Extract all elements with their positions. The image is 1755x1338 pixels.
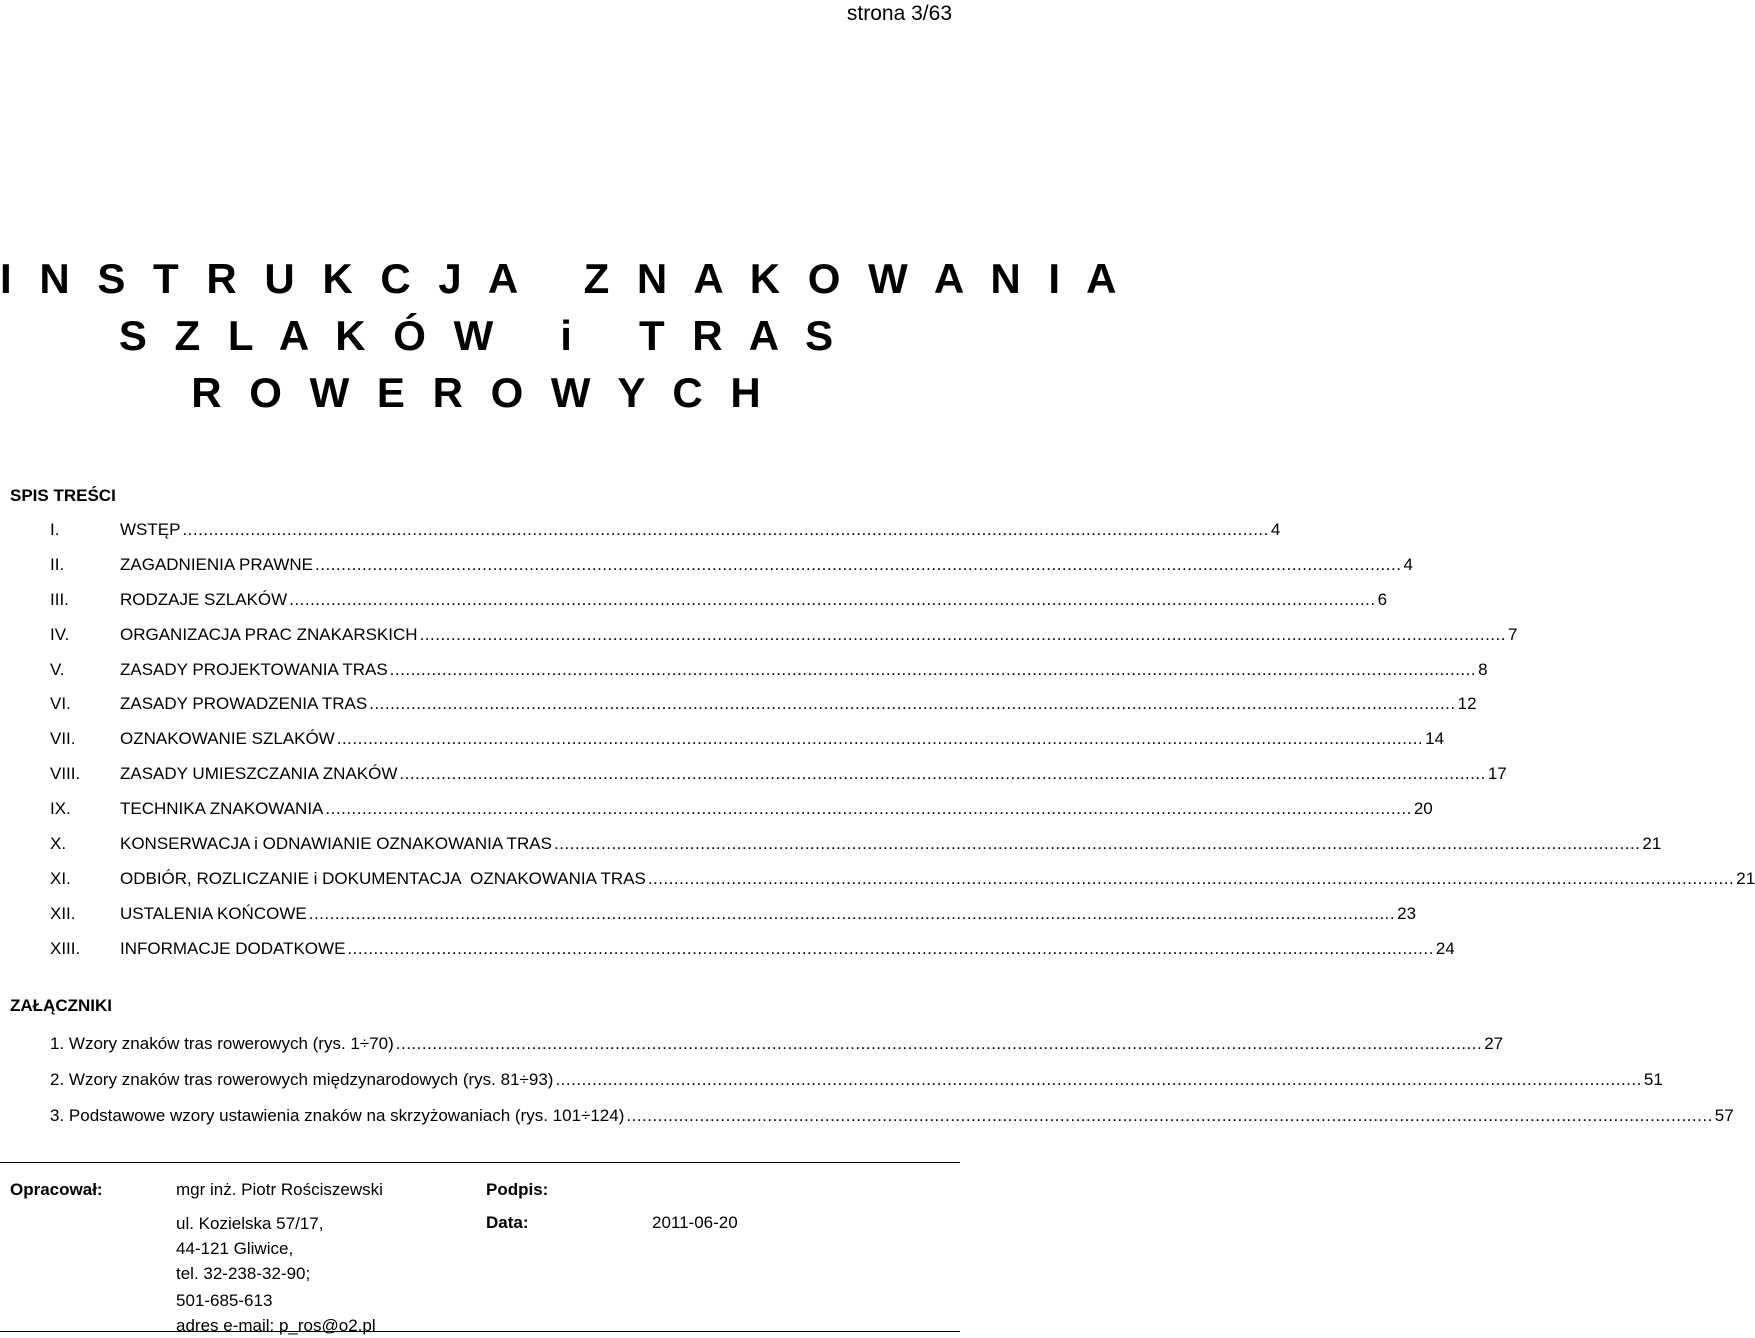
- toc-entry-number: XIII.: [50, 938, 81, 958]
- phone-number: tel. 32-238-32-90;: [176, 1264, 311, 1283]
- title-line-2: S Z L A K Ó W i T R A S: [118, 312, 842, 359]
- toc-entry[interactable]: [50, 520, 1281, 555]
- toc-entry-number: VI.: [50, 694, 71, 714]
- toc-entry-label: KONSERWACJA i ODNAWIANIE OZNAKOWANIA TRAS: [120, 834, 552, 854]
- signature-label: Podpis:: [486, 1180, 549, 1199]
- mobile-number: 501-685-613: [176, 1291, 273, 1310]
- toc-entry-page: 23: [1397, 903, 1417, 923]
- toc-entry-page: 8: [1478, 659, 1488, 679]
- toc-entry-page: 4: [1403, 554, 1413, 574]
- author-contact: [176, 1211, 376, 1338]
- toc-entry-label: OZNAKOWANIE SZLAKÓW: [120, 729, 335, 749]
- attachment-leader-dots: [555, 1070, 1641, 1090]
- author-name: mgr inż. Piotr Rościszewski: [176, 1180, 383, 1199]
- toc-entry[interactable]: [50, 868, 1755, 904]
- toc-entry-page: 21: [1736, 868, 1755, 888]
- toc-entry-label: ODBIÓR, ROZLICZANIE i DOKUMENTACJA OZNAKOWANIA TRAS: [120, 868, 646, 888]
- toc-leader-dots: [309, 904, 1395, 924]
- toc-entry-number: V.: [50, 659, 65, 679]
- toc-entry-number: IX.: [50, 799, 71, 819]
- attachment-leader-dots: [626, 1106, 1712, 1126]
- attachment-entry[interactable]: [50, 1106, 1734, 1142]
- date-value: 2011-06-20: [652, 1213, 738, 1232]
- toc-entry[interactable]: [50, 903, 1417, 939]
- toc-entry-number: VIII.: [50, 764, 81, 784]
- toc-entry-label: ZASADY UMIESZCZANIA ZNAKÓW: [120, 764, 398, 784]
- toc-entry-page: 4: [1270, 520, 1281, 539]
- toc-entry-number: III.: [50, 589, 69, 609]
- toc-list: [50, 520, 1755, 974]
- toc-leader-dots: [399, 764, 1485, 784]
- toc-entry-label: ZASADY PROWADZENIA TRAS: [120, 694, 368, 714]
- toc-entry-number: XII.: [50, 903, 76, 923]
- title-line-3: R O W E R O W Y C H: [191, 369, 769, 416]
- toc-entry-page: 21: [1642, 834, 1662, 854]
- toc-entry[interactable]: [50, 834, 1662, 869]
- email-address: adres e-mail: p_ros@o2.pl: [176, 1316, 376, 1335]
- toc-entry[interactable]: [50, 764, 1507, 799]
- attachments-heading: ZAŁĄCZNIKI: [10, 996, 112, 1015]
- toc-entry[interactable]: [50, 659, 1488, 695]
- attachment-entry[interactable]: [50, 1070, 1663, 1106]
- toc-leader-dots: [554, 834, 1640, 854]
- attachment-leader-dots: [396, 1034, 1482, 1054]
- toc-entry[interactable]: [50, 729, 1445, 764]
- footer-table: [0, 1162, 960, 1335]
- toc-leader-dots: [347, 939, 1433, 959]
- toc-entry-label: WSTĘP: [120, 520, 181, 539]
- toc-leader-dots: [390, 660, 1476, 680]
- toc-leader-dots: [337, 729, 1423, 749]
- toc-entry-number: VII.: [50, 729, 76, 749]
- toc-entry-label: USTALENIA KOŃCOWE: [120, 903, 307, 923]
- toc-leader-dots: [420, 625, 1506, 645]
- toc-entry-number: XI.: [50, 868, 71, 888]
- title-line-1: I N S T R U K C J A Z N A K O W A N I A: [0, 255, 1125, 302]
- attachment-entry-page: 27: [1484, 1034, 1504, 1053]
- toc-entry-number: I.: [50, 520, 60, 539]
- toc-entry-label: RODZAJE SZLAKÓW: [120, 589, 288, 609]
- toc-entry-label: TECHNIKA ZNAKOWANIA: [120, 799, 324, 819]
- attachment-entry[interactable]: [50, 1034, 1504, 1070]
- toc-entry-page: 20: [1413, 799, 1433, 819]
- attachment-entry-page: 57: [1714, 1106, 1734, 1125]
- toc-entry-number: II.: [50, 554, 65, 574]
- toc-leader-dots: [648, 869, 1734, 889]
- toc-leader-dots: [369, 694, 1455, 714]
- attachment-entry-label: 1. Wzory znaków tras rowerowych (rys. 1÷70): [50, 1034, 394, 1053]
- toc-entry[interactable]: [50, 938, 1455, 974]
- toc-heading: SPIS TREŚCI: [10, 486, 116, 505]
- toc-entry-page: 6: [1377, 589, 1388, 609]
- toc-leader-dots: [325, 799, 1411, 819]
- attachment-entry-label: 2. Wzory znaków tras rowerowych międzynarodowych (rys. 81÷93): [50, 1070, 554, 1089]
- toc-entry[interactable]: [50, 694, 1477, 729]
- toc-leader-dots: [315, 555, 1401, 575]
- toc-entry-label: ZASADY PROJEKTOWANIA TRAS: [120, 659, 388, 679]
- toc-entry-page: 12: [1457, 694, 1477, 714]
- address-city: 44-121 Gliwice,: [176, 1239, 294, 1258]
- toc-entry-label: ORGANIZACJA PRAC ZNAKARSKICH: [120, 624, 418, 644]
- toc-entry-label: ZAGADNIENIA PRAWNE: [120, 554, 314, 574]
- toc-entry[interactable]: [50, 554, 1413, 590]
- toc-entry-label: INFORMACJE DODATKOWE: [120, 938, 346, 958]
- toc-entry-number: IV.: [50, 624, 70, 644]
- toc-entry-page: 7: [1507, 624, 1518, 644]
- prepared-by-label: Opracował:: [10, 1180, 103, 1199]
- document-title: [0, 250, 1125, 421]
- toc-entry[interactable]: [50, 799, 1433, 834]
- date-label: Data:: [486, 1213, 529, 1232]
- toc-entry[interactable]: [50, 589, 1388, 625]
- address-street: ul. Kozielska 57/17,: [176, 1214, 324, 1233]
- attachments-list: [50, 1034, 1734, 1142]
- attachment-entry-label: 3. Podstawowe wzory ustawienia znaków na skrzyżowaniach (rys. 101÷124): [50, 1106, 625, 1125]
- toc-entry[interactable]: [50, 624, 1518, 660]
- toc-leader-dots: [182, 520, 1268, 540]
- toc-entry-page: 14: [1425, 729, 1445, 749]
- toc-entry-page: 24: [1435, 938, 1455, 958]
- toc-entry-page: 17: [1487, 764, 1507, 784]
- page-number: strona 3/63: [846, 2, 952, 25]
- toc-entry-number: X.: [50, 834, 67, 854]
- toc-leader-dots: [289, 590, 1375, 610]
- attachment-entry-page: 51: [1643, 1070, 1663, 1089]
